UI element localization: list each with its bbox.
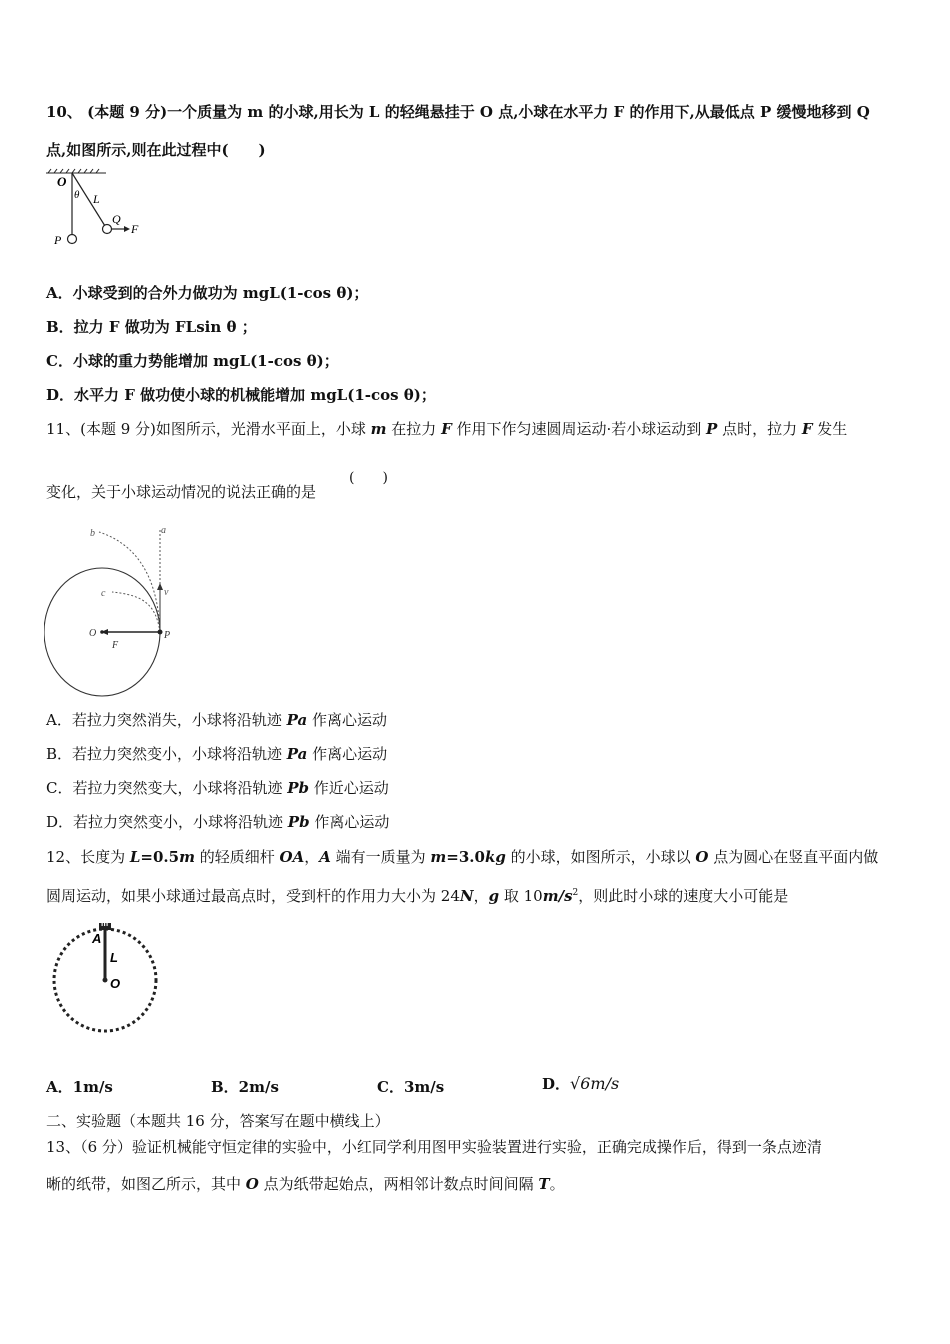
label-o: O <box>89 628 97 639</box>
label-b: b <box>90 528 95 539</box>
force-arrow-head <box>124 226 130 232</box>
label-l: L <box>93 192 100 206</box>
q12-rod-figure <box>44 918 164 1038</box>
ball-p <box>68 235 77 244</box>
ceiling-hatch <box>46 169 106 173</box>
q13-stem-line1: 13、（6 分）验证机械能守恒定律的实验中，小红同学利用图甲实验装置进行实验，正确完成操作后，得到一条点迹清 <box>46 1138 822 1156</box>
center-o <box>103 978 108 983</box>
label-f: F <box>112 640 119 651</box>
path-c <box>112 592 160 632</box>
ball-q <box>103 225 112 234</box>
q12-option-a: A．1m/s <box>46 1078 113 1096</box>
label-l: L <box>110 950 118 965</box>
q11-stem-line2: 变化，关于小球运动情况的说法正确的是 <box>46 483 317 501</box>
section-2-title: 二、实验题（本题共 16 分，答案写在题中横线上） <box>46 1112 390 1130</box>
q11-stem-line1: 11、(本题 9 分)如图所示，光滑水平面上，小球 m 在拉力 F 作用下作匀速圆周运动·若小球运动到 P 点时，拉力 F 发生 <box>46 420 848 438</box>
path-b <box>99 532 160 632</box>
q10-option-d: D．水平力 F 做功使小球的机械能增加 mgL(1-cos θ)； <box>46 386 436 404</box>
q12-option-c: C．3m/s <box>377 1078 445 1096</box>
label-p: P <box>54 233 62 247</box>
label-theta: θ <box>74 189 80 201</box>
velocity-arrow-head <box>157 583 163 590</box>
label-m: m <box>101 919 109 928</box>
ball-p <box>158 630 163 635</box>
label-q: Q <box>112 212 121 226</box>
q11-answer-paren: ( ) <box>349 470 388 486</box>
q12-stem-line2: 圆周运动，如果小球通过最高点时，受到杆的作用力大小为 24N，g 取 $10m/s^2$，则此时小球的速度大小可能是 <box>46 887 789 905</box>
label-a: a <box>161 525 166 536</box>
q11-circular-motion-figure <box>44 520 184 700</box>
q10-option-a: A．小球受到的合外力做功为 mgL(1-cos θ)； <box>46 284 369 302</box>
q10-stem-line2: 点,如图所示,则在此过程中( ) <box>46 141 266 159</box>
label-f: F <box>131 222 139 236</box>
center-o <box>100 630 104 634</box>
label-o: O <box>110 976 121 991</box>
q10-option-b: B．拉力 F 做功为 FLsin θ ； <box>46 318 257 336</box>
q11-option-b: B．若拉力突然变小，小球将沿轨迹 Pa 作离心运动 <box>46 745 388 763</box>
label-c: c <box>101 588 106 599</box>
label-o: O <box>57 174 67 189</box>
q12-stem-line1: 12、长度为 L=0.5m 的轻质细杆 OA，A 端有一质量为 m=3.0kg 的小球，如图所示，小球以 O 点为圆心在竖直平面内做 <box>46 848 879 866</box>
q10-pendulum-figure <box>44 168 154 250</box>
label-v: v <box>164 587 169 598</box>
q12-option-d: D．√6m/s <box>542 1074 620 1093</box>
q12-option-b: B．2m/s <box>211 1078 279 1096</box>
q11-option-a: A．若拉力突然消失，小球将沿轨迹 Pa 作离心运动 <box>46 711 387 729</box>
q10-option-c: C．小球的重力势能增加 mgL(1-cos θ)； <box>46 352 339 370</box>
label-p: P <box>164 630 171 641</box>
q11-option-d: D．若拉力突然变小，小球将沿轨迹 Pb 作离心运动 <box>46 813 390 831</box>
q11-option-c: C．若拉力突然变大，小球将沿轨迹 Pb 作近心运动 <box>46 779 389 797</box>
q13-stem-line2: 晰的纸带，如图乙所示，其中 O 点为纸带起始点，两相邻计数点时间间隔 T。 <box>46 1175 565 1193</box>
q10-stem-line1: 10、 (本题 9 分)一个质量为 m 的小球,用长为 L 的轻绳悬挂于 O 点,小球在水平力 F 的作用下,从最低点 P 缓慢地移到 Q <box>46 103 870 121</box>
label-a: A <box>92 931 102 946</box>
